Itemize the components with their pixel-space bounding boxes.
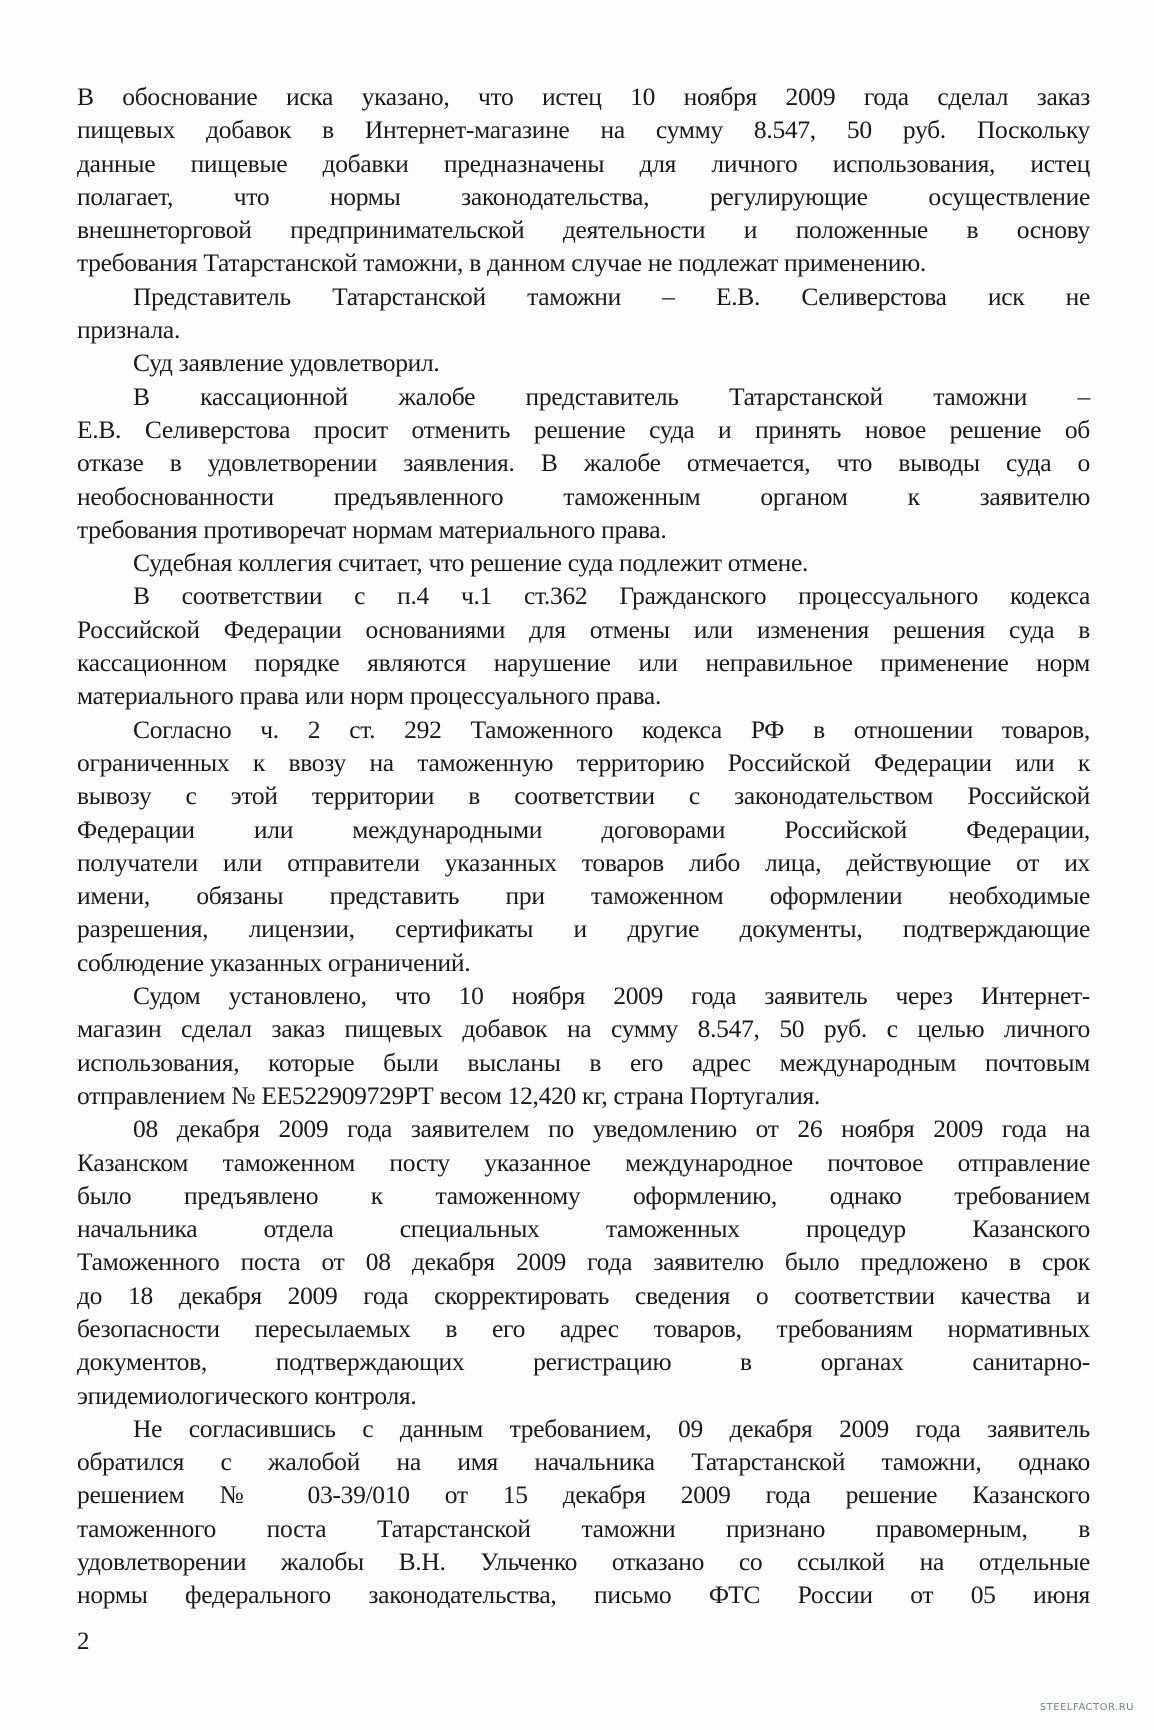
text-line: полагает, что нормы законодательства, регулирующие осуществление [77, 181, 1090, 211]
text-line: удовлетворении жалобы В.Н. Ульченко отказано со ссылкой на отдельные [77, 1547, 1090, 1577]
text-line: разрешения, лицензии, сертификаты и другие документы, подтверждающие [77, 914, 1090, 944]
text-line: отправлением № ЕЕ522909729РТ весом 12,420 кг, страна Португалия. [77, 1080, 820, 1110]
text-line: таможенного поста Татарстанской таможни признано правомерным, в [77, 1513, 1090, 1543]
text-line: отказе в удовлетворении заявления. В жалобе отмечается, что выводы суда о [77, 448, 1090, 478]
watermark: STEELFACTOR.RU [1039, 1702, 1134, 1713]
text-line: признала. [77, 315, 181, 345]
text-line: имени, обязаны представить при таможенном оформлении необходимые [77, 881, 1090, 911]
text-line: Е.В. Селиверстова просит отменить решение суда и принять новое решение об [77, 414, 1090, 444]
text-line: ограниченных к ввозу на таможенную территорию Российской Федерации или к [77, 747, 1090, 777]
text-line: Не согласившись с данным требованием, 09 декабря 2009 года заявитель [133, 1413, 1090, 1443]
text-line: было предъявлено к таможенному оформлению, однако требованием [77, 1180, 1090, 1210]
text-line: обратился с жалобой на имя начальника Татарстанской таможни, однако [77, 1447, 1090, 1477]
text-line: пищевых добавок в Интернет-магазине на сумму 8.547, 50 руб. Поскольку [77, 115, 1090, 145]
text-line: соблюдение указанных ограничений. [77, 947, 471, 977]
text-line: нормы федерального законодательства, письмо ФТС России от 05 июня [77, 1580, 1090, 1610]
text-line: эпидемиологического контроля. [77, 1380, 417, 1410]
text-line: Российской Федерации основаниями для отмены или изменения решения суда в [77, 614, 1090, 644]
text-line: В обоснование иска указано, что истец 10 ноября 2009 года сделал заказ [77, 82, 1090, 111]
text-line: решением № 03-39/010 от 15 декабря 2009 года решение Казанского [77, 1480, 1090, 1510]
text-line: материального права или норм процессуального права. [77, 681, 662, 711]
text-line: данные пищевые добавки предназначены для личного использования, истец [77, 148, 1090, 178]
text-line: безопасности пересылаемых в его адрес товаров, требованиям нормативных [77, 1313, 1090, 1343]
text-line: необоснованности предъявленного таможенным органом к заявителю [77, 481, 1090, 511]
text-line: вывозу с этой территории в соответствии с законодательством Российской [77, 781, 1090, 811]
text-line: Казанском таможенном посту указанное международное почтовое отправление [77, 1147, 1090, 1177]
page-number: 2 [77, 1628, 90, 1655]
text-line: магазин сделал заказ пищевых добавок на сумму 8.547, 50 руб. с целью личного [77, 1014, 1090, 1044]
text-line: В кассационной жалобе представитель Татарстанской таможни – [133, 381, 1090, 411]
text-line: В соответствии с п.4 ч.1 ст.362 Гражданского процессуального кодекса [133, 581, 1090, 611]
text-line: Судом установлено, что 10 ноября 2009 года заявитель через Интернет- [133, 981, 1090, 1011]
text-line: Согласно ч. 2 ст. 292 Таможенного кодекса РФ в отношении товаров, [133, 714, 1090, 744]
text-line: использования, которые были высланы в его адрес международным почтовым [77, 1047, 1090, 1077]
text-line: документов, подтверждающих регистрацию в органах санитарно- [77, 1347, 1090, 1377]
text-line: начальника отдела специальных таможенных процедур Казанского [77, 1214, 1090, 1244]
text-line: Представитель Татарстанской таможни – Е.В. Селиверстова иск не [133, 281, 1090, 311]
text-line: получатели или отправители указанных товаров либо лица, действующие от их [77, 847, 1090, 877]
text-line: Федерации или международными договорами Российской Федерации, [77, 814, 1090, 844]
text-line: требования противоречат нормам материального права. [77, 514, 667, 544]
text-line: требования Татарстанской таможни, в данном случае не подлежат применению. [77, 248, 926, 278]
text-line: кассационном порядке являются нарушение или неправильное применение норм [77, 648, 1090, 678]
text-line: до 18 декабря 2009 года скорректировать сведения о соответствии качества и [77, 1280, 1090, 1310]
document-body [77, 80, 1090, 1612]
text-line: Судебная коллегия считает, что решение суда подлежит отмене. [133, 548, 809, 578]
text-line: 08 декабря 2009 года заявителем по уведомлению от 26 ноября 2009 года на [133, 1114, 1090, 1144]
text-line: внешнеторговой предпринимательской деятельности и положенные в основу [77, 215, 1090, 245]
text-line: Таможенного поста от 08 декабря 2009 года заявителю было предложено в срок [77, 1247, 1090, 1277]
text-line: Суд заявление удовлетворил. [133, 348, 440, 378]
